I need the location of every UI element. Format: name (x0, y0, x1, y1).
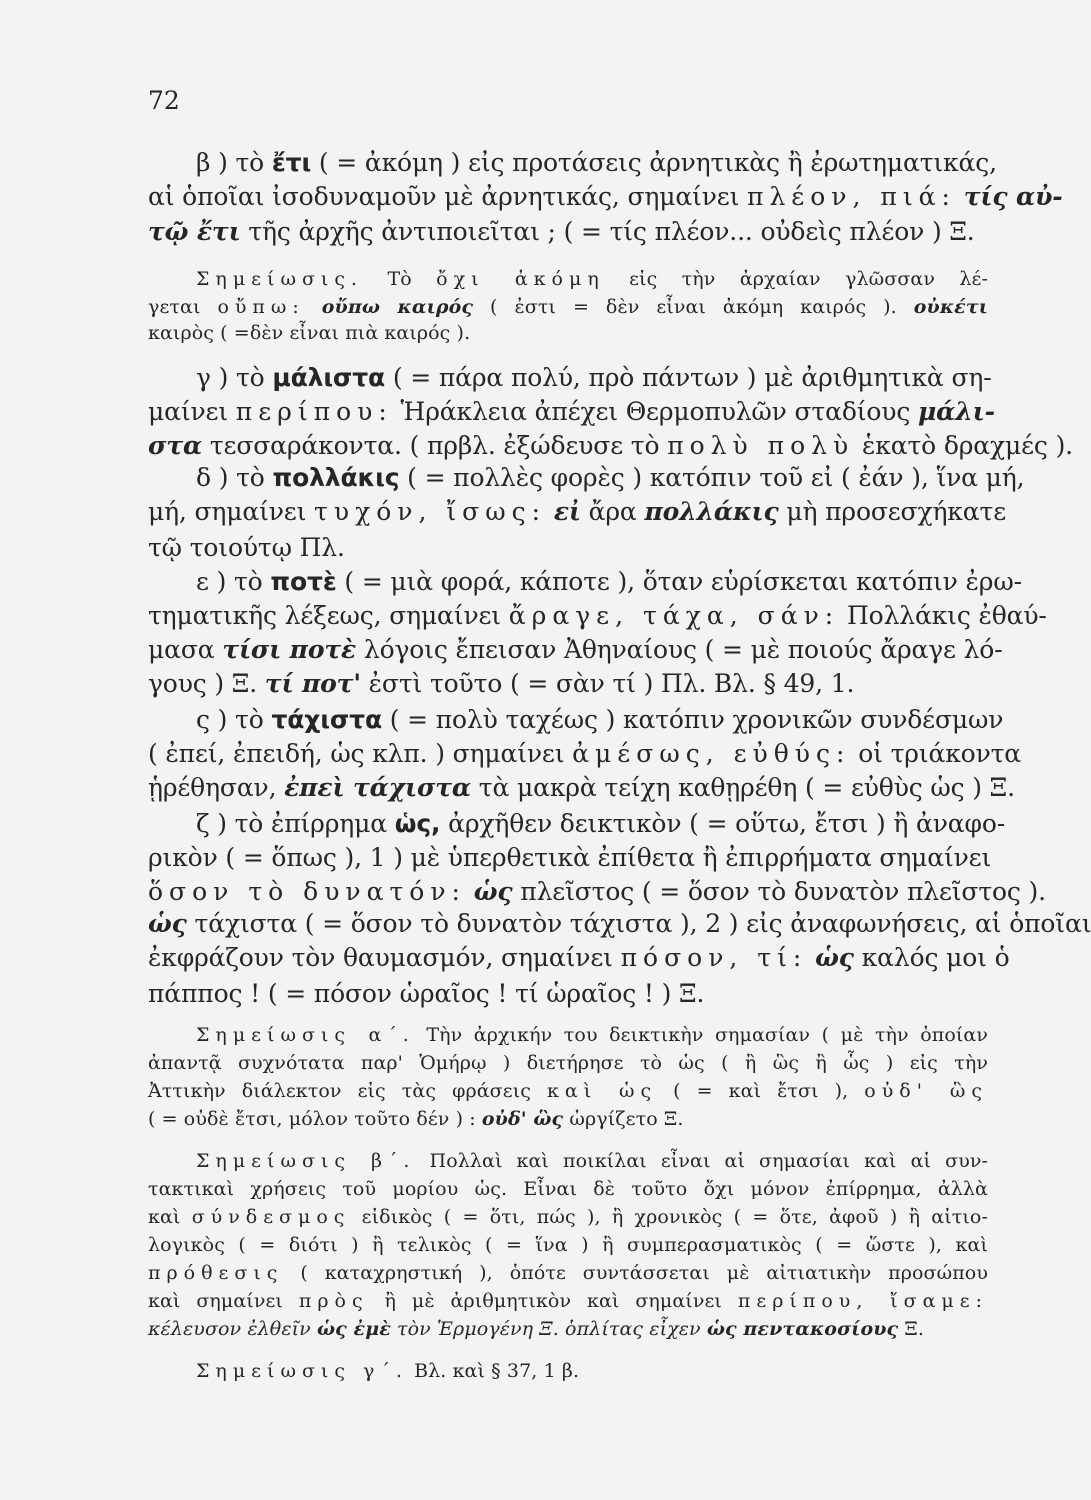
line-text: λογικὸς ( = διότι ) ἢ τελικὸς ( = ἵνα ) ἢ συμπερασματικὸς ( = ὥστε ), καὶ (148, 1234, 988, 1256)
emphasis-text: εἰ (553, 497, 581, 526)
emphasis-text: ὅσον τὸ δυνατόν: (148, 877, 466, 906)
line-text: μαίνει (148, 397, 236, 426)
line-text: τὰ μακρὰ τείχη καθῃρέθη ( = εὐθὺς ὡς ) Ξ. (471, 773, 1015, 802)
emphasis-text: οὐδ' ὣς (864, 1080, 988, 1102)
emphasis-text: πολλάκις (272, 463, 400, 492)
line-text: καὶ (148, 1206, 192, 1228)
text-line (148, 495, 1006, 529)
line-text: τακτικαὶ χρήσεις τοῦ μορίου ὡς. Εἶναι δὲ τοῦτο ὄχι μόνον ἐπίρρημα, ἀλλὰ (148, 1178, 988, 1200)
line-text: Τὸ (363, 268, 437, 290)
text-line (148, 1315, 988, 1343)
text-line (148, 771, 1015, 805)
text-line (148, 907, 1091, 941)
line-text: τῆς ἀρχῆς ἀντιποιεῖται ; ( = τίς πλέον... οὐδεὶς πλέον ) Ξ. (240, 217, 975, 246)
line-text (956, 182, 964, 211)
line-text: ς ) τὸ (196, 705, 272, 734)
emphasis-text: καὶ ὡς (546, 1080, 658, 1102)
text-line (196, 461, 1025, 495)
text-line (148, 841, 992, 875)
line-text: ᾑρέθησαν, (148, 773, 285, 802)
text-line (148, 1105, 988, 1133)
text-line (148, 633, 1003, 667)
line-text: οἱ τριάκοντα (850, 739, 1022, 768)
emphasis-text: τί ποτ' (264, 669, 361, 698)
line-text: ἐστὶ τοῦτο ( = σὰν τί ) Πλ. Βλ. § 49, 1. (360, 669, 855, 698)
line-text: ( = πολὺ ταχέως ) κατόπιν χρονικῶν συνδέσμων (381, 705, 1004, 734)
emphasis-text: τίσι ποτὲ (222, 635, 357, 664)
emphasis-text: περίπου: (235, 397, 393, 426)
text-line (148, 1231, 988, 1259)
line-text: καλός μοι ὁ (853, 943, 1010, 972)
emphasis-text: στα (148, 431, 203, 460)
emphasis-text: ἔτι (271, 148, 312, 177)
line-text: Τὴν ἀρχικήν του δεικτικὴν σημασίαν ( μὲ τὴν ὁποίαν (414, 1024, 989, 1046)
line-text: ἀρχῆθεν δεικτικὸν ( = οὕτω, ἔτσι ) ἢ ἀναφο- (440, 809, 1006, 838)
line-text (807, 943, 815, 972)
emphasis-text: Σημείωσις β΄. (196, 1150, 416, 1172)
line-text (466, 877, 474, 906)
line-text: μὴ προσεσχήκατε (778, 497, 1006, 526)
emphasis-text: ὄχι ἀκόμη (436, 268, 605, 290)
line-text: ( καταχρηστική ), ὁπότε συντάσσεται μὲ αἰτιατικὴν προσώπου (283, 1262, 988, 1284)
emphasis-text: πολλάκις (644, 497, 779, 526)
line-text: ( = καὶ ἔτσι ), (657, 1080, 865, 1102)
line-text: πάππος ! ( = πόσον ὡραῖος ! τί ὡραῖος ! ) Ξ. (148, 979, 705, 1008)
emphasis-text: πρὸς (298, 1290, 369, 1312)
emphasis-text: ὡς (148, 909, 187, 938)
line-text: ὠργίζετο Ξ. (563, 1108, 684, 1130)
emphasis-text: ποτὲ (270, 567, 337, 596)
line-text: αἱ ὁποῖαι ἰσοδυναμοῦν μὲ ἀρνητικάς, σημαίνει (148, 182, 748, 211)
text-line (148, 1203, 988, 1231)
emphasis-text: ὡς ἐμὲ (316, 1318, 391, 1340)
text-line (148, 1287, 988, 1315)
text-line (148, 215, 988, 249)
line-text: εἰδικὸς ( = ὅτι, πώς ), ἢ χρονικὸς ( = ὅτε, ἀφοῦ ) ἢ αἰτιο- (350, 1206, 988, 1228)
line-text: τάχιστα ( = ὅσον τὸ δυνατὸν τάχιστα ), 2 ) εἰς ἀναφωνήσεις, αἱ ὁποῖαι (186, 909, 1091, 938)
text-line (196, 265, 988, 293)
line-text: πλεῖστος ( = ὅσον τὸ δυνατὸν πλεῖστος ). (512, 877, 1046, 906)
text-line (196, 146, 997, 180)
text-line (148, 737, 1022, 771)
text-line (148, 1077, 988, 1105)
line-text: τῷ τοιούτῳ Πλ. (148, 533, 345, 562)
text-line (196, 565, 1022, 599)
emphasis-text: ὡς, (394, 809, 441, 838)
emphasis-text: οὐδ' ὣς (481, 1108, 564, 1130)
emphasis-text: πολὺ πολὺ (667, 431, 855, 460)
line-text: ( = μιὰ φορά, κάποτε ), ὅταν εὑρίσκεται κατόπιν ἐρω- (336, 567, 1022, 596)
emphasis-text: οὔπω καιρός (321, 296, 474, 318)
text-line (148, 977, 988, 1011)
line-text: Ἀττικὴν διάλεκτον εἰς τὰς φράσεις (148, 1080, 547, 1102)
text-line (148, 1049, 988, 1077)
line-text: Ξ. (898, 1318, 924, 1340)
line-text: β ) τὸ (196, 148, 272, 177)
emphasis-text: τυχόν, ἴσως: (314, 497, 547, 526)
page-number: 72 (148, 86, 180, 115)
line-text: γ ) τὸ (196, 363, 273, 392)
line-text: Ἡράκλεια ἀπέχει Θερμοπυλῶν σταδίους (392, 397, 918, 426)
line-text: ( = πάρα πολύ, πρὸ πάντων ) μὲ ἀριθμητικὰ ση- (385, 363, 992, 392)
text-line (148, 875, 1046, 909)
line-text: γους ) Ξ. (148, 669, 265, 698)
emphasis-text: πρόθεσις (148, 1262, 284, 1284)
text-line (148, 599, 1047, 633)
emphasis-text: Σημείωσις α΄. (196, 1024, 415, 1046)
line-text: ἀπαντᾷ συχνότατα παρ' Ὁμήρῳ ) διετήρησε τὸ ὡς ( ἢ ὣς ἢ ὧς ) εἰς τὴν (148, 1052, 988, 1074)
text-line (148, 1175, 988, 1203)
emphasis-text: ἐπεὶ τάχιστα (284, 773, 471, 802)
emphasis-text: τῷ ἔτι (148, 217, 241, 246)
line-text: μή, σημαίνει (148, 497, 315, 526)
text-line (148, 429, 1073, 463)
emphasis-text: ἄραγε, τάχα, σάν: (508, 601, 840, 630)
line-text: λόγοις ἔπεισαν Ἀθηναίους ( = μὲ ποιούς ἄραγε λό- (356, 635, 1003, 664)
emphasis-text: ὡς (473, 877, 513, 906)
line-text (305, 296, 322, 318)
line-text: ( ἐστι = δὲν εἶναι ἀκόμη καιρός ). (473, 296, 914, 318)
emphasis-text: ἀμέσως, εὐθύς: (572, 739, 851, 768)
text-line (148, 531, 988, 565)
text-line (148, 395, 995, 429)
line-text: τηματικῆς λέξεως, σημαίνει (148, 601, 509, 630)
text-line (196, 1021, 988, 1049)
text-line (196, 1357, 988, 1385)
emphasis-text: οὔπω: (217, 296, 305, 318)
line-text: τεσσαράκοντα. ( πρβλ. ἐξώδευσε τὸ (202, 431, 668, 460)
emphasis-text: τίς αὐ- (963, 182, 1063, 211)
line-text: ἢ μὲ ἀριθμητικὸν καὶ σημαίνει (368, 1290, 738, 1312)
emphasis-text: Σημείωσις γ΄. (196, 1360, 408, 1382)
line-text: γεται (148, 296, 218, 318)
line-text: ἑκατὸ δραχμές ). (854, 431, 1073, 460)
text-line (148, 319, 988, 347)
emphasis-text: σύνδεσμος (191, 1206, 351, 1228)
text-line (196, 1147, 988, 1175)
line-text: εἰς τὴν ἀρχαίαν γλῶσσαν λέ- (604, 268, 988, 290)
emphasis-text: οὐκέτι (913, 296, 988, 318)
emphasis-text: ὡς πεντακοσίους (706, 1318, 899, 1340)
emphasis-text: μάλιστα (272, 363, 386, 392)
emphasis-text: κέλευσον ἐλθεῖν (148, 1318, 317, 1340)
line-text: μασα (148, 635, 223, 664)
text-line (196, 361, 992, 395)
text-line (148, 667, 988, 701)
text-line (196, 807, 1006, 841)
line-text: ( = ἀκόμη ) εἰς προτάσεις ἀρνητικὰς ἢ ἐρωτηματικάς, (311, 148, 997, 177)
emphasis-text: πόσον, τί: (620, 943, 808, 972)
line-text: Πολλάκις ἐθαύ- (839, 601, 1047, 630)
line-text: Πολλαὶ καὶ ποικίλαι εἶναι αἱ σημασίαι καὶ αἱ συν- (415, 1150, 989, 1172)
emphasis-text: πλέον, πιά: (747, 182, 956, 211)
text-line (148, 180, 1063, 214)
text-line (148, 293, 988, 321)
emphasis-text: Σημείωσις. (196, 268, 364, 290)
emphasis-text: μάλι- (918, 397, 995, 426)
line-text: καὶ σημαίνει (148, 1290, 299, 1312)
line-text: ρικὸν ( = ὅπως ), 1 ) μὲ ὑπερθετικὰ ἐπίθετα ἢ ἐπιρρήματα σημαίνει (148, 843, 992, 872)
text-line (148, 941, 1010, 975)
line-text: δ ) τὸ (196, 463, 273, 492)
text-line (196, 703, 1004, 737)
emphasis-text: περίπου, ἴσαμε: (737, 1290, 988, 1312)
line-text: ἄρα (580, 497, 645, 526)
line-text: ζ ) τὸ ἐπίρρημα (196, 809, 395, 838)
line-text: ( ἐπεί, ἐπειδή, ὡς κλπ. ) σημαίνει (148, 739, 573, 768)
line-text: ( = πολλὲς φορὲς ) κατόπιν τοῦ εἰ ( ἐάν ), ἵνα μή, (399, 463, 1025, 492)
emphasis-text: τὸν Ἑρμογένη Ξ. ὁπλίτας εἶχεν (390, 1318, 707, 1340)
emphasis-text: ὡς (815, 943, 854, 972)
line-text: ( = οὐδὲ ἔτσι, μόλον τοῦτο δέν ) : (148, 1108, 482, 1130)
line-text: ἐκφράζουν τὸν θαυμασμόν, σημαίνει (148, 943, 621, 972)
line-text: Βλ. καὶ § 37, 1 β. (407, 1360, 580, 1382)
line-text: καιρὸς ( =δὲν εἶναι πιὰ καιρός ). (148, 322, 471, 344)
text-line (148, 1259, 988, 1287)
line-text (546, 497, 554, 526)
line-text: ε ) τὸ (196, 567, 271, 596)
emphasis-text: τάχιστα (271, 705, 382, 734)
